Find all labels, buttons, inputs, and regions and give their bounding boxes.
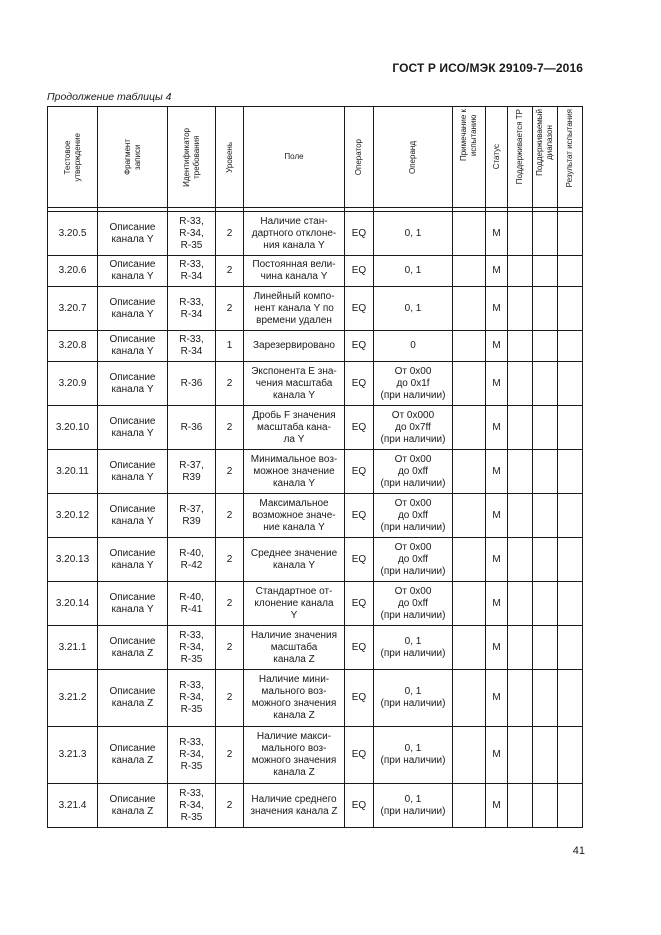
requirement-id-cell: R-40, R-42 [168, 538, 216, 582]
table-row [48, 450, 583, 494]
empty-result-cell [533, 331, 558, 362]
column-header-label: Статус [491, 144, 501, 170]
operand-cell: От 0x000 до 0x7ff (при наличии) [374, 406, 453, 450]
empty-result-cell [533, 538, 558, 582]
field-cell: Среднее значение канала Y [244, 538, 345, 582]
status-cell: M [486, 450, 508, 494]
operand-cell: От 0x00 до 0x1f (при наличии) [374, 362, 453, 406]
empty-result-cell [533, 582, 558, 626]
empty-result-cell [533, 784, 558, 828]
column-header [216, 107, 244, 208]
requirement-id-cell: R-33, R-34 [168, 287, 216, 331]
column-header [48, 107, 98, 208]
empty-result-cell [508, 212, 533, 256]
operator-cell: EQ [345, 538, 374, 582]
operand-cell: 0, 1 (при наличии) [374, 670, 453, 727]
field-cell: Максимальное возможное значе- ние канала Y [244, 494, 345, 538]
level-cell: 2 [216, 784, 244, 828]
empty-result-cell [558, 406, 583, 450]
column-header-label: Результат испытания [565, 109, 574, 188]
operator-cell: EQ [345, 494, 374, 538]
field-cell: Постоянная вели- чина канала Y [244, 256, 345, 287]
record-fragment-cell: Описание канала Y [98, 331, 168, 362]
column-header-label: Фрагмент записи [122, 139, 142, 175]
empty-result-cell [558, 582, 583, 626]
column-header-label: Поле [284, 152, 304, 161]
field-cell: Наличие среднего значения канала Z [244, 784, 345, 828]
operator-cell: EQ [345, 256, 374, 287]
requirement-id-cell: R-33, R-34 [168, 331, 216, 362]
level-cell: 2 [216, 406, 244, 450]
status-cell: M [486, 784, 508, 828]
empty-result-cell [558, 784, 583, 828]
page-number: 41 [572, 845, 585, 857]
field-cell: Наличие стан- дартного отклоне- ния канала Y [244, 212, 345, 256]
test-assertion-cell: 3.20.9 [48, 362, 98, 406]
record-fragment-cell: Описание канала Z [98, 670, 168, 727]
record-fragment-cell: Описание канала Y [98, 582, 168, 626]
column-header [558, 107, 583, 208]
status-cell: M [486, 538, 508, 582]
test-note-cell [453, 727, 486, 784]
status-cell: M [486, 256, 508, 287]
test-note-cell [453, 494, 486, 538]
empty-result-cell [533, 626, 558, 670]
record-fragment-cell: Описание канала Z [98, 784, 168, 828]
level-cell: 2 [216, 256, 244, 287]
empty-result-cell [533, 494, 558, 538]
test-note-cell [453, 784, 486, 828]
operand-cell: 0, 1 (при наличии) [374, 727, 453, 784]
status-cell: M [486, 727, 508, 784]
field-cell: Экспонента E зна- чения масштаба канала Y [244, 362, 345, 406]
level-cell: 2 [216, 626, 244, 670]
test-assertion-cell: 3.20.13 [48, 538, 98, 582]
table-body [48, 208, 583, 828]
level-cell: 2 [216, 727, 244, 784]
requirements-table [47, 106, 583, 828]
record-fragment-cell: Описание канала Y [98, 287, 168, 331]
empty-result-cell [558, 331, 583, 362]
field-cell: Зарезервировано [244, 331, 345, 362]
empty-result-cell [508, 406, 533, 450]
operator-cell: EQ [345, 582, 374, 626]
level-cell: 2 [216, 212, 244, 256]
empty-result-cell [508, 626, 533, 670]
test-assertion-cell: 3.20.14 [48, 582, 98, 626]
empty-result-cell [508, 331, 533, 362]
test-assertion-cell: 3.21.3 [48, 727, 98, 784]
empty-result-cell [508, 287, 533, 331]
table-row [48, 538, 583, 582]
operand-cell: 0, 1 (при наличии) [374, 626, 453, 670]
empty-result-cell [558, 450, 583, 494]
operator-cell: EQ [345, 626, 374, 670]
requirement-id-cell: R-33, R-34, R-35 [168, 626, 216, 670]
level-cell: 2 [216, 494, 244, 538]
test-note-cell [453, 256, 486, 287]
record-fragment-cell: Описание канала Z [98, 626, 168, 670]
empty-result-cell [533, 727, 558, 784]
test-note-cell [453, 331, 486, 362]
status-cell: M [486, 212, 508, 256]
record-fragment-cell: Описание канала Y [98, 256, 168, 287]
column-header [98, 107, 168, 208]
table-row [48, 212, 583, 256]
test-assertion-cell: 3.21.2 [48, 670, 98, 727]
column-header [374, 107, 453, 208]
operand-cell: 0, 1 [374, 256, 453, 287]
empty-result-cell [533, 212, 558, 256]
test-note-cell [453, 450, 486, 494]
requirement-id-cell: R-36 [168, 406, 216, 450]
table-row [48, 727, 583, 784]
empty-result-cell [558, 626, 583, 670]
test-note-cell [453, 362, 486, 406]
table-row [48, 362, 583, 406]
status-cell: M [486, 582, 508, 626]
status-cell: M [486, 494, 508, 538]
operator-cell: EQ [345, 212, 374, 256]
level-cell: 2 [216, 538, 244, 582]
status-cell: M [486, 626, 508, 670]
empty-result-cell [558, 362, 583, 406]
test-note-cell [453, 287, 486, 331]
field-cell: Стандартное от- клонение канала Y [244, 582, 345, 626]
table-header-row [48, 107, 583, 208]
requirement-id-cell: R-33, R-34, R-35 [168, 727, 216, 784]
empty-result-cell [558, 670, 583, 727]
requirement-id-cell: R-40, R-41 [168, 582, 216, 626]
empty-result-cell [508, 727, 533, 784]
test-assertion-cell: 3.21.1 [48, 626, 98, 670]
operator-cell: EQ [345, 670, 374, 727]
operator-cell: EQ [345, 287, 374, 331]
requirement-id-cell: R-33, R-34, R-35 [168, 784, 216, 828]
field-cell: Наличие значения масштаба канала Z [244, 626, 345, 670]
empty-result-cell [533, 450, 558, 494]
operand-cell: От 0x00 до 0xff (при наличии) [374, 538, 453, 582]
column-header [244, 107, 345, 208]
column-header-label: Примечание к испытанию [459, 109, 478, 162]
requirement-id-cell: R-37, R39 [168, 450, 216, 494]
column-header-label: Оператор [354, 138, 363, 176]
field-cell: Линейный компо- нент канала Y по времени удален [244, 287, 345, 331]
test-assertion-cell: 3.20.12 [48, 494, 98, 538]
operand-cell: 0, 1 [374, 287, 453, 331]
record-fragment-cell: Описание канала Y [98, 362, 168, 406]
operator-cell: EQ [345, 784, 374, 828]
operand-cell: 0, 1 (при наличии) [374, 784, 453, 828]
requirement-id-cell: R-37, R39 [168, 494, 216, 538]
operand-cell: От 0x00 до 0xff (при наличии) [374, 582, 453, 626]
record-fragment-cell: Описание канала Y [98, 450, 168, 494]
table-row [48, 670, 583, 727]
status-cell: M [486, 331, 508, 362]
requirement-id-cell: R-33, R-34 [168, 256, 216, 287]
operand-cell: 0, 1 [374, 212, 453, 256]
empty-result-cell [508, 670, 533, 727]
table-row [48, 331, 583, 362]
empty-result-cell [508, 538, 533, 582]
column-header-label: Операнд [408, 140, 417, 174]
record-fragment-cell: Описание канала Y [98, 212, 168, 256]
empty-result-cell [558, 538, 583, 582]
column-header [486, 107, 508, 208]
empty-result-cell [558, 727, 583, 784]
operand-cell: 0 [374, 331, 453, 362]
table-row [48, 256, 583, 287]
record-fragment-cell: Описание канала Y [98, 494, 168, 538]
table-row [48, 287, 583, 331]
requirement-id-cell: R-33, R-34, R-35 [168, 670, 216, 727]
empty-result-cell [508, 784, 533, 828]
test-note-cell [453, 626, 486, 670]
field-cell: Дробь F значения масштаба кана- ла Y [244, 406, 345, 450]
level-cell: 1 [216, 331, 244, 362]
operand-cell: От 0x00 до 0xff (при наличии) [374, 450, 453, 494]
column-header [533, 107, 558, 208]
table-row [48, 582, 583, 626]
operator-cell: EQ [345, 727, 374, 784]
field-cell: Наличие мини- мального воз- можного значения канала Z [244, 670, 345, 727]
test-assertion-cell: 3.20.6 [48, 256, 98, 287]
requirement-id-cell: R-33, R-34, R-35 [168, 212, 216, 256]
status-cell: M [486, 287, 508, 331]
level-cell: 2 [216, 362, 244, 406]
column-header-label: Поддерживаемый диапазон [535, 109, 554, 176]
empty-result-cell [508, 582, 533, 626]
operator-cell: EQ [345, 331, 374, 362]
empty-result-cell [533, 670, 558, 727]
test-note-cell [453, 212, 486, 256]
field-cell: Минимальное воз- можное значение канала Y [244, 450, 345, 494]
test-assertion-cell: 3.21.4 [48, 784, 98, 828]
table-caption: Продолжение таблицы 4 [47, 91, 172, 103]
empty-result-cell [558, 256, 583, 287]
test-note-cell [453, 582, 486, 626]
column-header-label: Тестовое утверждение [62, 132, 82, 182]
empty-result-cell [558, 212, 583, 256]
level-cell: 2 [216, 582, 244, 626]
empty-result-cell [533, 362, 558, 406]
level-cell: 2 [216, 450, 244, 494]
empty-result-cell [533, 287, 558, 331]
record-fragment-cell: Описание канала Z [98, 727, 168, 784]
status-cell: M [486, 406, 508, 450]
empty-result-cell [508, 362, 533, 406]
column-header-label: Уровень [224, 141, 234, 173]
test-assertion-cell: 3.20.7 [48, 287, 98, 331]
field-cell: Наличие макси- мального воз- можного значения канала Z [244, 727, 345, 784]
record-fragment-cell: Описание канала Y [98, 538, 168, 582]
test-assertion-cell: 3.20.8 [48, 331, 98, 362]
column-header-label: Поддерживается ТР [515, 109, 524, 185]
column-header [453, 107, 486, 208]
empty-result-cell [533, 256, 558, 287]
test-note-cell [453, 670, 486, 727]
empty-result-cell [508, 450, 533, 494]
operand-cell: От 0x00 до 0xff (при наличии) [374, 494, 453, 538]
empty-result-cell [558, 494, 583, 538]
document-code: ГОСТ Р ИСО/МЭК 29109-7—2016 [392, 61, 583, 75]
test-assertion-cell: 3.20.5 [48, 212, 98, 256]
operator-cell: EQ [345, 362, 374, 406]
column-header [508, 107, 533, 208]
level-cell: 2 [216, 287, 244, 331]
column-header [168, 107, 216, 208]
operator-cell: EQ [345, 450, 374, 494]
table-row [48, 494, 583, 538]
record-fragment-cell: Описание канала Y [98, 406, 168, 450]
column-header-label: Идентификатор требования [181, 127, 201, 187]
table-row [48, 406, 583, 450]
test-note-cell [453, 538, 486, 582]
empty-result-cell [508, 494, 533, 538]
column-header [345, 107, 374, 208]
test-note-cell [453, 406, 486, 450]
empty-result-cell [558, 287, 583, 331]
test-assertion-cell: 3.20.11 [48, 450, 98, 494]
level-cell: 2 [216, 670, 244, 727]
empty-result-cell [533, 406, 558, 450]
test-assertion-cell: 3.20.10 [48, 406, 98, 450]
status-cell: M [486, 670, 508, 727]
table-row [48, 626, 583, 670]
empty-result-cell [508, 256, 533, 287]
status-cell: M [486, 362, 508, 406]
table-row [48, 784, 583, 828]
requirement-id-cell: R-36 [168, 362, 216, 406]
operator-cell: EQ [345, 406, 374, 450]
